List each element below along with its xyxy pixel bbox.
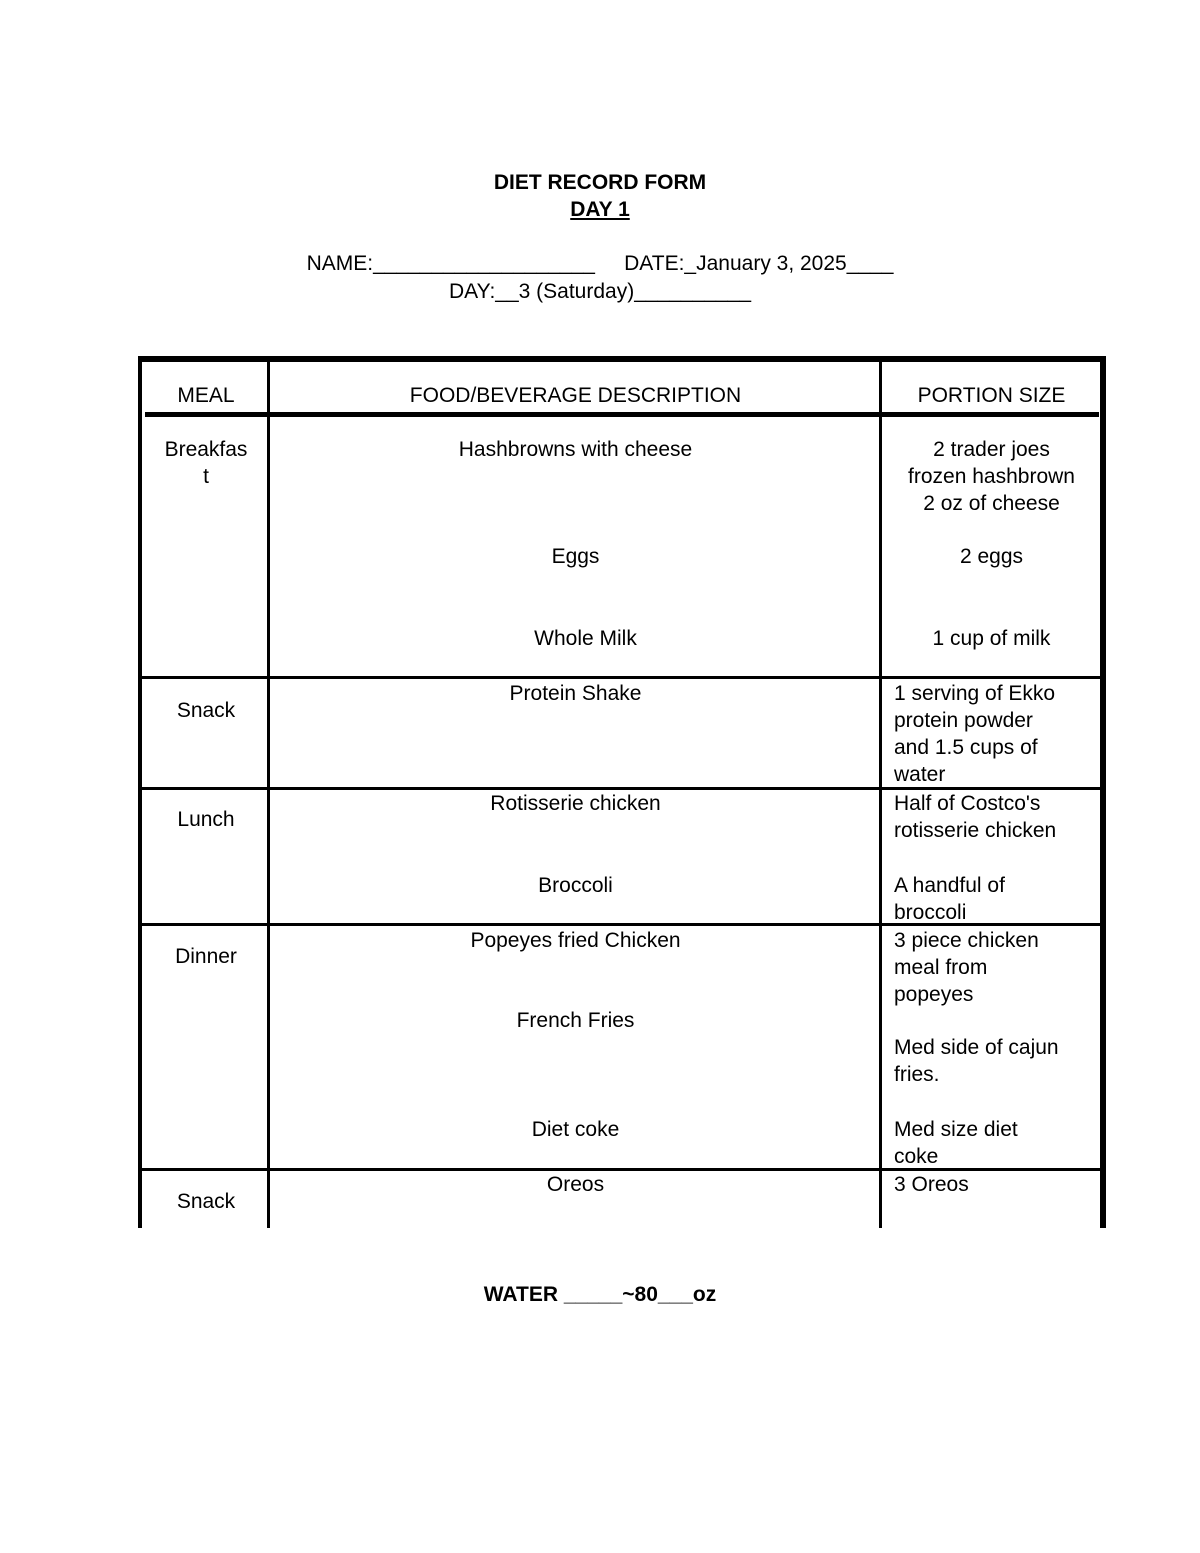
meal-dinner: Dinner bbox=[175, 945, 237, 968]
food-item: Rotisserie chicken bbox=[490, 792, 661, 815]
portion-item: 1 cup of milk bbox=[932, 627, 1051, 650]
portion-item: A handful of broccoli bbox=[894, 874, 1005, 924]
food-item: Oreos bbox=[546, 1173, 605, 1196]
form-title: DIET RECORD FORM bbox=[493, 171, 707, 194]
portion-item: Med side of cajun fries. bbox=[894, 1036, 1059, 1086]
food-item: Popeyes fried Chicken bbox=[470, 929, 681, 952]
portion-item: 3 piece chicken meal from popeyes bbox=[894, 929, 1039, 1006]
water-intake-line: WATER _____~80___oz bbox=[483, 1283, 717, 1306]
meal-snack: Snack bbox=[176, 1190, 236, 1213]
header-food-description: FOOD/BEVERAGE DESCRIPTION bbox=[409, 384, 742, 407]
portion-item: 2 eggs bbox=[959, 545, 1024, 568]
header-portion-size: PORTION SIZE bbox=[917, 384, 1066, 407]
portion-item: Med size diet coke bbox=[894, 1118, 1018, 1168]
form-day-heading: DAY 1 bbox=[570, 198, 630, 221]
portion-item: 3 Oreos bbox=[894, 1173, 969, 1196]
food-item: Whole Milk bbox=[534, 627, 637, 650]
day-line: DAY:__3 (Saturday)__________ bbox=[449, 280, 751, 303]
food-item: Protein Shake bbox=[509, 682, 642, 705]
portion-item: Half of Costco's rotisserie chicken bbox=[894, 792, 1057, 842]
meal-lunch: Lunch bbox=[177, 808, 235, 831]
portion-item: 1 serving of Ekko protein powder and 1.5 cups of water bbox=[894, 682, 1056, 786]
table-top-border bbox=[138, 356, 1106, 362]
header-meal: MEAL bbox=[177, 384, 235, 407]
food-item: Diet coke bbox=[531, 1118, 620, 1141]
meal-breakfast: Breakfas t bbox=[164, 438, 248, 488]
food-item: French Fries bbox=[516, 1009, 635, 1032]
name-date-line: NAME:___________________ DATE:_January 3, 2025____ bbox=[306, 252, 894, 275]
food-item: Eggs bbox=[551, 545, 600, 568]
portion-item: 2 trader joes frozen hashbrown 2 oz of cheese bbox=[908, 438, 1075, 515]
diet-record-table bbox=[138, 356, 1106, 1228]
food-item: Broccoli bbox=[538, 874, 613, 897]
row-rule-breakfast bbox=[138, 676, 1106, 679]
table-right-border bbox=[1100, 356, 1106, 1228]
meal-snack: Snack bbox=[176, 699, 236, 722]
food-item: Hashbrowns with cheese bbox=[458, 438, 693, 461]
header-bottom-rule bbox=[145, 412, 1099, 417]
